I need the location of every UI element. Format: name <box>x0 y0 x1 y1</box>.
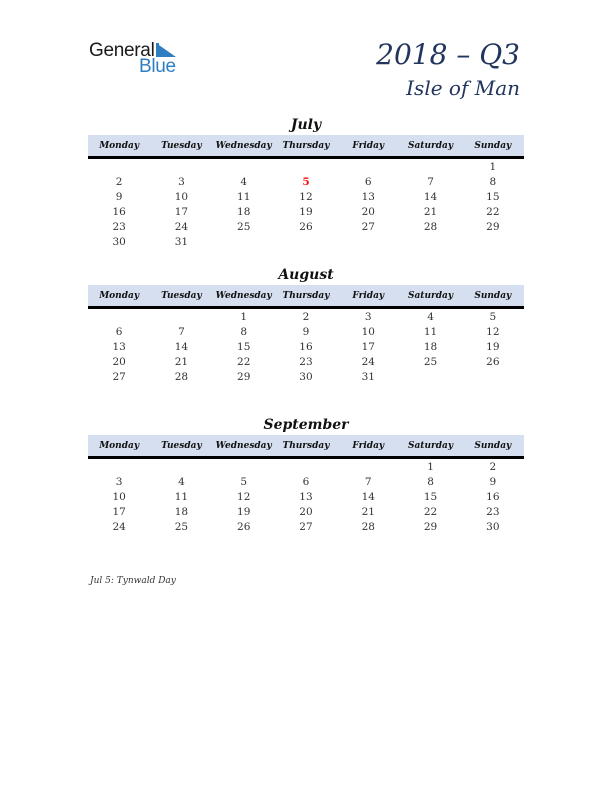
day-cell: 3 <box>364 310 372 323</box>
day-cell: 25 <box>237 220 251 233</box>
day-cell: 27 <box>112 370 126 383</box>
day-cell: 30 <box>299 370 313 383</box>
day-cell: 22 <box>423 505 438 518</box>
logo-word-blue: Blue <box>139 56 176 77</box>
week-row <box>88 519 524 534</box>
day-cell: 19 <box>299 205 313 218</box>
day-cell: 19 <box>237 505 251 518</box>
day-cell: 3 <box>178 175 185 188</box>
day-cell: 18 <box>237 205 251 218</box>
day-cell: 6 <box>364 175 372 188</box>
day-cell: 6 <box>115 325 123 338</box>
day-cell: 2 <box>489 460 497 473</box>
day-cell: 10 <box>112 490 126 503</box>
day-cell: 12 <box>237 490 251 503</box>
holiday-day-cell: 5 <box>302 175 310 188</box>
day-cell: 28 <box>361 520 375 533</box>
weekday-thursday: Thursday <box>282 440 330 451</box>
day-cell: 8 <box>489 175 497 188</box>
weekday-tuesday: Tuesday <box>161 140 202 151</box>
week-row <box>88 474 524 489</box>
day-cell: 5 <box>489 310 497 323</box>
week-row <box>88 489 524 504</box>
day-cell: 30 <box>112 235 126 248</box>
day-cell: 26 <box>486 355 500 368</box>
day-cell: 17 <box>112 505 126 518</box>
holiday-note: Jul 5: Tynwald Day <box>90 576 176 586</box>
week-row <box>88 309 524 324</box>
weekday-sunday: Sunday <box>474 140 512 151</box>
day-cell: 22 <box>237 355 251 368</box>
day-cell: 21 <box>423 205 438 218</box>
week-row <box>88 504 524 519</box>
day-cell: 7 <box>178 325 185 338</box>
day-cell: 23 <box>299 355 313 368</box>
week-row <box>88 234 524 249</box>
day-cell: 23 <box>486 505 500 518</box>
day-cell: 26 <box>237 520 251 533</box>
day-cell: 14 <box>174 340 189 353</box>
generalblue-logo <box>89 40 189 80</box>
day-cell: 7 <box>427 175 434 188</box>
day-cell: 26 <box>299 220 313 233</box>
day-cell: 3 <box>115 475 123 488</box>
day-cell: 20 <box>361 205 375 218</box>
weekday-wednesday: Wednesday <box>215 140 272 151</box>
weekday-monday: Monday <box>99 440 140 451</box>
day-cell: 29 <box>486 220 500 233</box>
day-cell: 23 <box>112 220 126 233</box>
weekday-saturday: Saturday <box>407 140 454 151</box>
week-row <box>88 354 524 369</box>
day-cell: 16 <box>112 205 126 218</box>
weekday-monday: Monday <box>99 290 140 301</box>
day-cell: 1 <box>427 460 434 473</box>
weekday-tuesday: Tuesday <box>161 440 202 451</box>
day-cell: 5 <box>240 475 248 488</box>
week-row <box>88 339 524 354</box>
day-cell: 29 <box>423 520 438 533</box>
day-cell: 28 <box>174 370 189 383</box>
day-cell: 15 <box>423 490 438 503</box>
day-cell: 31 <box>174 235 189 248</box>
weekday-monday: Monday <box>99 140 140 151</box>
day-cell: 15 <box>237 340 251 353</box>
region-title: Isle of Man <box>406 76 520 100</box>
day-cell: 6 <box>302 475 310 488</box>
day-cell: 27 <box>361 220 375 233</box>
weekday-friday: Friday <box>352 440 385 451</box>
day-cell: 25 <box>174 520 189 533</box>
weekday-saturday: Saturday <box>407 440 454 451</box>
weekday-header-row <box>88 135 524 159</box>
day-cell: 18 <box>423 340 438 353</box>
day-cell: 13 <box>299 490 313 503</box>
month-name: August <box>278 267 334 283</box>
day-cell: 13 <box>112 340 126 353</box>
week-row <box>88 189 524 204</box>
day-cell: 20 <box>299 505 313 518</box>
day-cell: 22 <box>486 205 500 218</box>
day-cell: 29 <box>237 370 251 383</box>
day-cell: 8 <box>427 475 434 488</box>
day-cell: 7 <box>364 475 372 488</box>
period-title: 2018 – Q3 <box>376 38 520 71</box>
day-cell: 1 <box>240 310 248 323</box>
day-cell: 17 <box>174 205 189 218</box>
day-cell: 18 <box>174 505 189 518</box>
day-cell: 9 <box>115 190 123 203</box>
day-cell: 1 <box>489 160 497 173</box>
day-cell: 25 <box>423 355 438 368</box>
day-cell: 24 <box>112 520 126 533</box>
month-name: September <box>263 417 349 433</box>
day-cell: 11 <box>237 190 251 203</box>
day-cell: 16 <box>486 490 500 503</box>
day-cell: 10 <box>361 325 375 338</box>
day-cell: 9 <box>489 475 497 488</box>
weekday-friday: Friday <box>352 140 385 151</box>
logo-word-general: General <box>89 40 155 61</box>
day-cell: 11 <box>423 325 438 338</box>
month-july <box>88 115 524 249</box>
month-september <box>88 415 524 534</box>
week-row <box>88 459 524 474</box>
week-row <box>88 204 524 219</box>
day-cell: 8 <box>240 325 248 338</box>
week-row <box>88 219 524 234</box>
weekday-sunday: Sunday <box>474 290 512 301</box>
weekday-sunday: Sunday <box>474 440 512 451</box>
weekday-wednesday: Wednesday <box>215 290 272 301</box>
day-cell: 24 <box>361 355 375 368</box>
day-cell: 13 <box>361 190 375 203</box>
weekday-saturday: Saturday <box>407 290 454 301</box>
day-cell: 9 <box>302 325 310 338</box>
weekday-thursday: Thursday <box>282 140 330 151</box>
day-cell: 4 <box>427 310 434 323</box>
month-august <box>88 265 524 384</box>
day-cell: 14 <box>361 490 375 503</box>
day-cell: 31 <box>361 370 375 383</box>
day-cell: 10 <box>174 190 189 203</box>
day-cell: 15 <box>486 190 500 203</box>
day-cell: 12 <box>299 190 313 203</box>
week-row <box>88 174 524 189</box>
day-cell: 2 <box>115 175 123 188</box>
day-cell: 14 <box>423 190 438 203</box>
day-cell: 4 <box>240 175 248 188</box>
day-cell: 21 <box>174 355 189 368</box>
weekday-friday: Friday <box>352 290 385 301</box>
page-title <box>376 38 520 102</box>
day-cell: 19 <box>486 340 500 353</box>
day-cell: 21 <box>361 505 375 518</box>
weekday-thursday: Thursday <box>282 290 330 301</box>
day-cell: 12 <box>486 325 500 338</box>
day-cell: 4 <box>178 475 185 488</box>
week-row <box>88 159 524 174</box>
week-row <box>88 369 524 384</box>
month-name: July <box>290 117 322 133</box>
day-cell: 30 <box>486 520 500 533</box>
logo-triangle-icon <box>156 43 176 57</box>
weekday-header-row <box>88 285 524 309</box>
day-cell: 28 <box>423 220 438 233</box>
day-cell: 17 <box>361 340 375 353</box>
day-cell: 20 <box>112 355 126 368</box>
weekday-tuesday: Tuesday <box>161 290 202 301</box>
week-row <box>88 324 524 339</box>
day-cell: 27 <box>299 520 313 533</box>
day-cell: 2 <box>302 310 310 323</box>
day-cell: 16 <box>299 340 313 353</box>
weekday-wednesday: Wednesday <box>215 440 272 451</box>
weekday-header-row <box>88 435 524 459</box>
day-cell: 11 <box>174 490 189 503</box>
day-cell: 24 <box>174 220 189 233</box>
